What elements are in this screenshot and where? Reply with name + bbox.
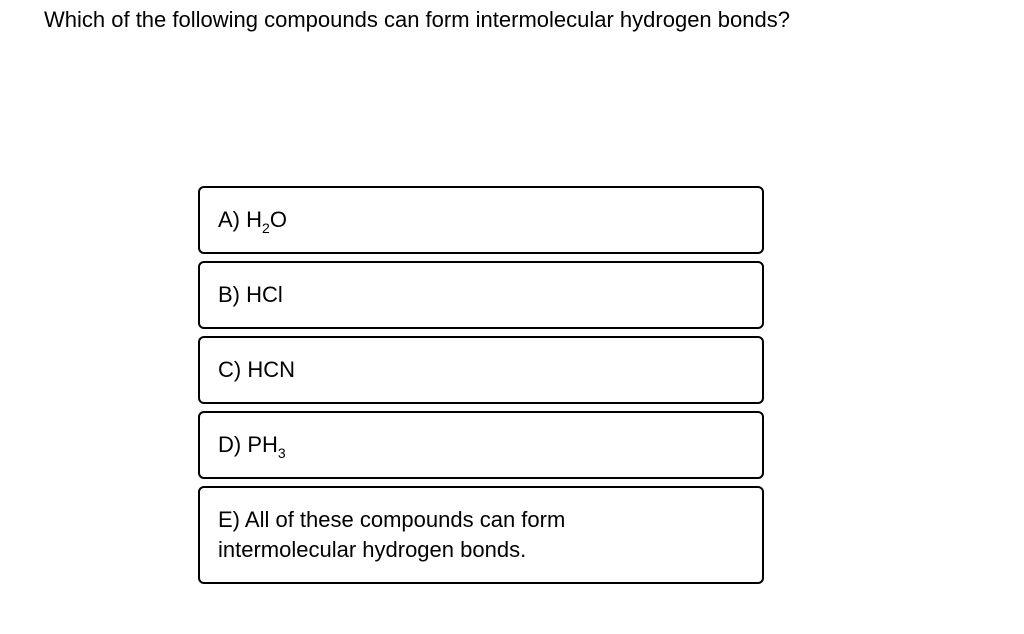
option-d-formula-main: PH bbox=[247, 432, 278, 457]
option-c-text: HCN bbox=[247, 357, 296, 382]
option-d-letter: D) bbox=[218, 432, 242, 457]
option-b-text: HCl bbox=[246, 282, 283, 307]
option-b[interactable] bbox=[198, 261, 764, 329]
option-d[interactable] bbox=[198, 411, 764, 479]
option-a[interactable] bbox=[198, 186, 764, 254]
option-d-subscript: 3 bbox=[277, 445, 286, 461]
option-e-text-line2: intermolecular hydrogen bonds. bbox=[218, 537, 527, 562]
option-a-letter: A) bbox=[218, 207, 240, 232]
option-c[interactable] bbox=[198, 336, 764, 404]
answer-options bbox=[198, 186, 764, 591]
option-a-subscript: 2 bbox=[262, 220, 270, 236]
option-a-formula-tail: O bbox=[269, 207, 287, 232]
option-b-letter: B) bbox=[218, 282, 240, 307]
option-a-formula bbox=[246, 207, 287, 236]
option-e[interactable] bbox=[198, 486, 764, 584]
option-c-letter: C) bbox=[218, 357, 242, 382]
option-e-letter: E) bbox=[218, 507, 240, 532]
option-a-formula-main: H bbox=[246, 207, 263, 232]
option-d-formula bbox=[247, 432, 286, 461]
option-e-text-line1: All of these compounds can form bbox=[244, 507, 566, 532]
question-text: Which of the following compounds can form intermolecular hydrogen bonds? bbox=[44, 7, 790, 32]
